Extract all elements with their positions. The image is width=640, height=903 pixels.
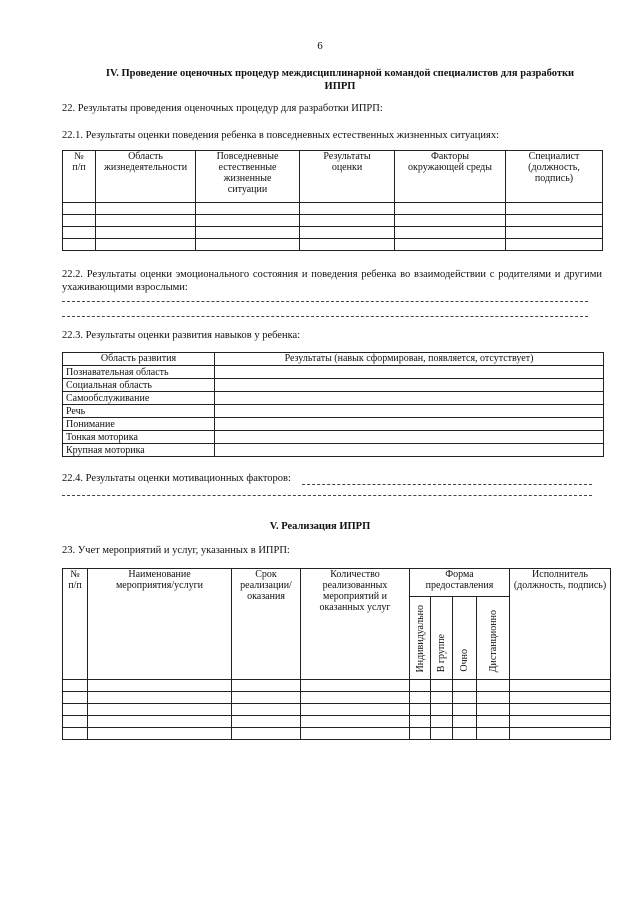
header-results: Результаты оценки (300, 151, 395, 203)
header-form-in-person: Очно (453, 597, 477, 680)
header-num: № п/п (63, 569, 88, 680)
item-22-1-text: 22.1. Результаты оценки поведения ребенка в повседневных естественных жизненных ситуациях: (62, 130, 499, 141)
answer-line (62, 495, 592, 496)
skills-development-table (62, 352, 604, 457)
table-header-row (63, 569, 611, 597)
header-measure-name: Наименование мероприятия/услуги (88, 569, 232, 680)
table-row (63, 239, 603, 251)
table-row (63, 431, 604, 444)
table-header-row (63, 353, 604, 366)
section-4-title: IV. Проведение оценочных процедур междисциплинарной командой специалистов для разработки ИПРП (105, 68, 575, 92)
table-row (63, 392, 604, 405)
row-label: Тонкая моторика (63, 431, 215, 444)
table-row (63, 680, 611, 692)
header-skill-results: Результаты (навык сформирован, появляется, отсутствует) (215, 353, 604, 366)
row-label: Понимание (63, 418, 215, 431)
header-term: Срок реализации/ оказания (232, 569, 301, 680)
row-label: Познавательная область (63, 366, 215, 379)
answer-line (62, 316, 588, 317)
table-row (63, 444, 604, 457)
table-row (63, 366, 604, 379)
header-form-individual: Индивидуально (410, 597, 431, 680)
row-label: Социальная область (63, 379, 215, 392)
row-label: Самообслуживание (63, 392, 215, 405)
item-22-text: 22. Результаты проведения оценочных процедур для разработки ИПРП: (62, 103, 383, 114)
behavior-assessment-table (62, 150, 603, 251)
header-factors: Факторы окружающей среды (395, 151, 506, 203)
table-row (63, 728, 611, 740)
header-form-remote: Дистанционно (477, 597, 510, 680)
header-form-group: В группе (431, 597, 453, 680)
header-situations: Повседневные естественные жизненные ситуации (196, 151, 300, 203)
row-label: Крупная моторика (63, 444, 215, 457)
table-row (63, 405, 604, 418)
table-row (63, 716, 611, 728)
header-num: № п/п (63, 151, 96, 203)
table-row (63, 418, 604, 431)
answer-line (302, 484, 592, 485)
table-row (63, 203, 603, 215)
measures-services-table (62, 568, 611, 740)
answer-line (62, 301, 588, 302)
header-count: Количество реализованных мероприятий и оказанных услуг (301, 569, 410, 680)
header-development-area: Область развития (63, 353, 215, 366)
item-22-3-text: 22.3. Результаты оценки развития навыков у ребенка: (62, 330, 301, 341)
page-number: 6 (317, 40, 323, 52)
header-area: Область жизнедеятельности (96, 151, 196, 203)
table-row (63, 704, 611, 716)
section-5-title: V. Реализация ИПРП (269, 521, 371, 532)
item-22-2-text: 22.2. Результаты оценки эмоционального состояния и поведения ребенка во взаимодействии с родителями и другими ухаживающими взрослыми: (62, 269, 602, 293)
header-specialist: Специалист (должность, подпись) (506, 151, 603, 203)
table-header-row (63, 151, 603, 203)
table-row (63, 215, 603, 227)
table-row (63, 379, 604, 392)
header-form: Форма предоставления (410, 569, 510, 597)
row-label: Речь (63, 405, 215, 418)
item-23-text: 23. Учет мероприятий и услуг, указанных в ИПРП: (62, 545, 290, 556)
item-22-4-text: 22.4. Результаты оценки мотивационных факторов: (62, 473, 291, 484)
header-executor: Исполнитель (должность, подпись) (510, 569, 611, 680)
table-row (63, 227, 603, 239)
table-row (63, 692, 611, 704)
